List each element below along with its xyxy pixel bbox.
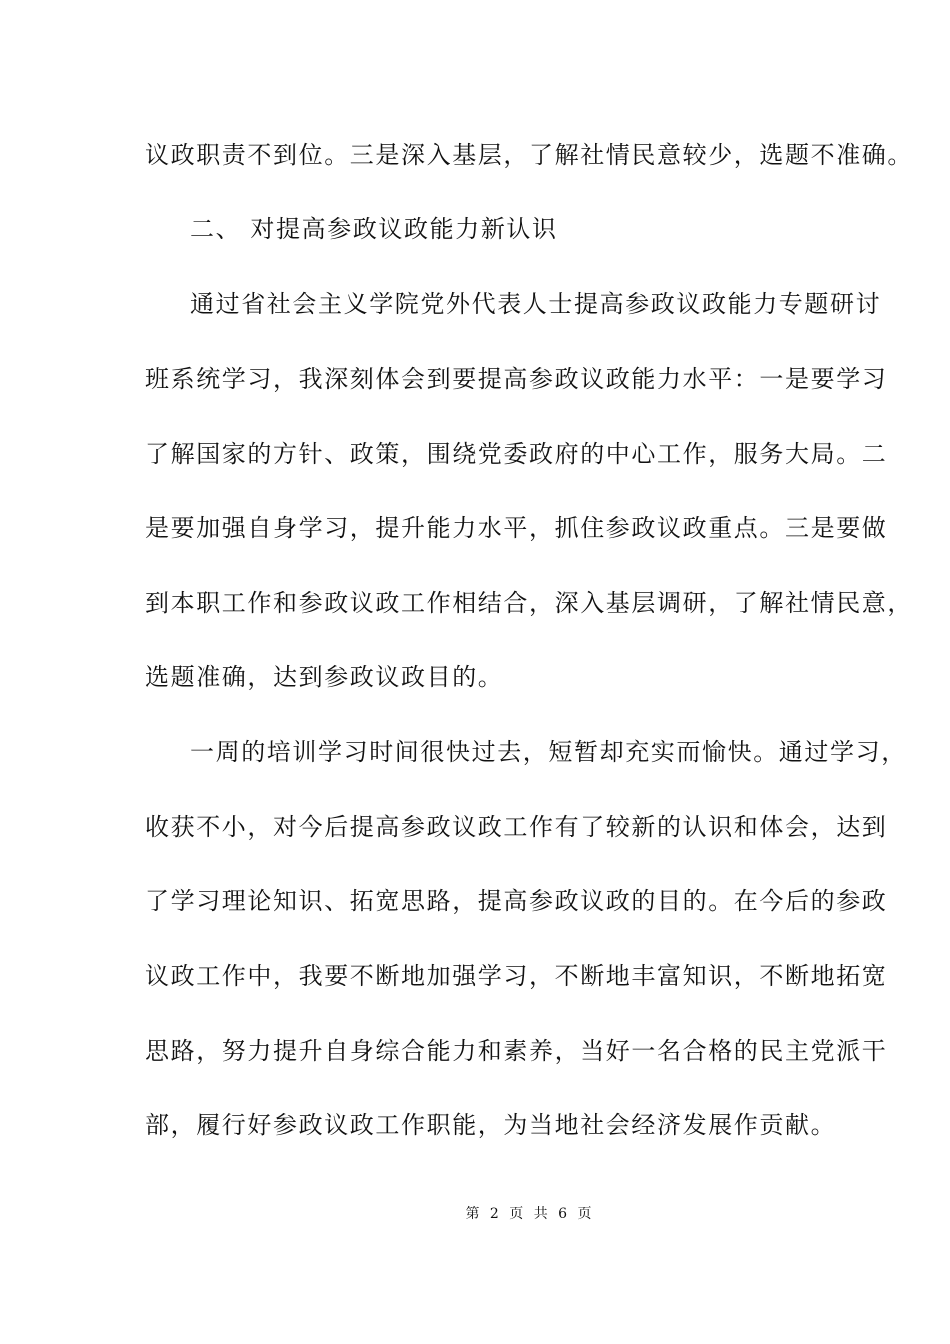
text-line: 了学习理论知识、拓宽思路，提高参政议政的目的。在今后的参政 <box>145 887 888 915</box>
section-heading: 二、 对提高参政议政能力新认识 <box>190 215 558 243</box>
text-line: 部，履行好参政议政工作职能，为当地社会经济发展作贡献。 <box>145 1111 837 1139</box>
text-line: 班系统学习，我深刻体会到要提高参政议政能力水平：一是要学习 <box>145 365 888 393</box>
text-line: 议政职责不到位。三是深入基层，了解社情民意较少，选题不准确。 <box>145 141 913 169</box>
text-line: 收获不小，对今后提高参政议政工作有了较新的认识和体会，达到 <box>145 813 888 841</box>
text-line: 到本职工作和参政议政工作相结合，深入基层调研，了解社情民意， <box>145 589 913 617</box>
text-line: 选题准确，达到参政议政目的。 <box>145 663 504 691</box>
paragraph-first-line: 一周的培训学习时间很快过去，短暂却充实而愉快。通过学习， <box>190 738 907 766</box>
page-footer: 第 2 页 共 6 页 <box>465 1206 595 1222</box>
paragraph-first-line: 通过省社会主义学院党外代表人士提高参政议政能力专题研讨 <box>190 290 882 318</box>
text-line: 了解国家的方针、政策，围绕党委政府的中心工作，服务大局。二 <box>145 440 888 468</box>
text-line: 是要加强自身学习，提升能力水平，抓住参政议政重点。三是要做 <box>145 514 888 542</box>
text-line: 思路，努力提升自身综合能力和素养，当好一名合格的民主党派干 <box>145 1037 888 1065</box>
text-line: 议政工作中，我要不断地加强学习，不断地丰富知识，不断地拓宽 <box>145 962 888 990</box>
